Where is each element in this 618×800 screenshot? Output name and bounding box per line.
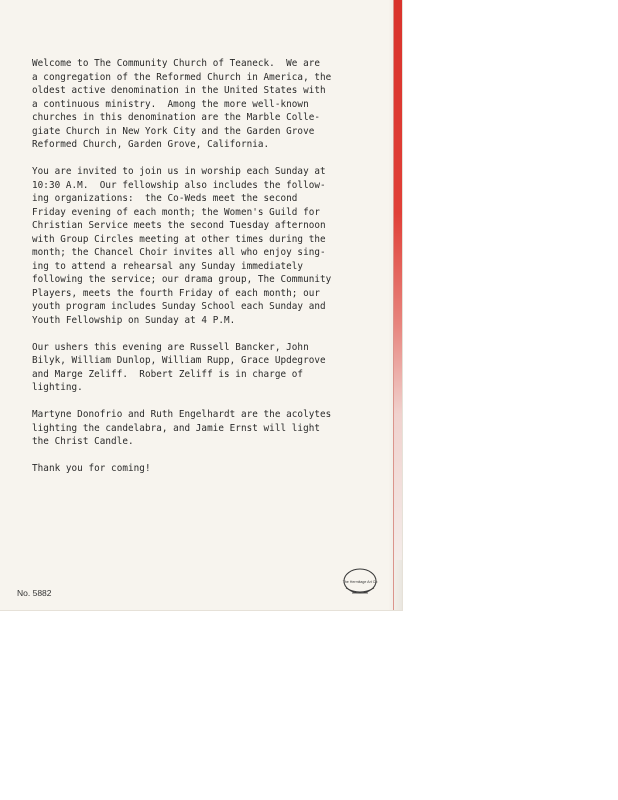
text-line: and Marge Zeliff. Robert Zeliff is in charge of	[32, 368, 304, 380]
text-line: 10:30 A.M. Our fellowship also includes the follow-	[32, 179, 326, 191]
text-line: Christian Service meets the second Tuesday afternoon	[32, 220, 326, 231]
letter-body	[32, 57, 392, 489]
form-number: No. 5882	[17, 588, 52, 598]
text-line: month; the Chancel Choir invites all who enjoy sing-	[32, 247, 326, 258]
text-line: You are invited to join us in worship each Sunday at	[32, 166, 326, 177]
text-line: lighting the candelabra, and Jamie Ernst will light	[32, 422, 321, 434]
paragraph	[32, 165, 392, 327]
text-line: Bilyk, William Dunlop, William Rupp, Grace Updegrove	[32, 355, 326, 366]
text-line: lighting.	[32, 382, 83, 393]
text-line: Thank you for coming!	[32, 463, 151, 474]
text-line: oldest active denomination in the United States with	[32, 85, 326, 96]
text-line: Friday evening of each month; the Women's Guild for	[32, 206, 321, 218]
document-page	[0, 0, 402, 610]
text-line: churches in this denomination are the Marble Colle-	[32, 112, 321, 123]
text-line: Welcome to The Community Church of Teaneck. We are	[32, 58, 321, 69]
text-line: with Group Circles meeting at other times during the	[32, 233, 326, 245]
text-line: youth program includes Sunday School each Sunday and	[32, 301, 326, 312]
paragraph	[32, 341, 392, 395]
text-line: Our ushers this evening are Russell Bancker, John	[32, 341, 309, 353]
red-cover-edge	[394, 0, 402, 560]
text-line: giate Church in New York City and the Garden Grove	[32, 125, 315, 137]
text-line: Players, meets the fourth Friday of each month; our	[32, 287, 321, 299]
paragraph	[32, 57, 392, 152]
text-line: Martyne Donofrio and Ruth Engelhardt are the acolytes	[32, 409, 332, 420]
publisher-logo-text: The Hermitage Art Co	[342, 580, 378, 584]
text-line: ing to attend a rehearsal any Sunday immediately	[32, 260, 304, 272]
text-line: ing organizations: the Co-Weds meet the second	[32, 193, 298, 204]
text-line: a congregation of the Reformed Church in America, the	[32, 71, 332, 83]
paragraph	[32, 462, 392, 476]
text-line: following the service; our drama group, The Community	[32, 274, 332, 285]
text-line: the Christ Candle.	[32, 436, 134, 447]
text-line: Youth Fellowship on Sunday at 4 P.M.	[32, 314, 236, 326]
text-line: a continuous ministry. Among the more well-known	[32, 98, 309, 110]
publisher-logo-icon	[340, 566, 380, 600]
paragraph	[32, 408, 392, 449]
text-line: Reformed Church, Garden Grove, California.	[32, 139, 270, 150]
